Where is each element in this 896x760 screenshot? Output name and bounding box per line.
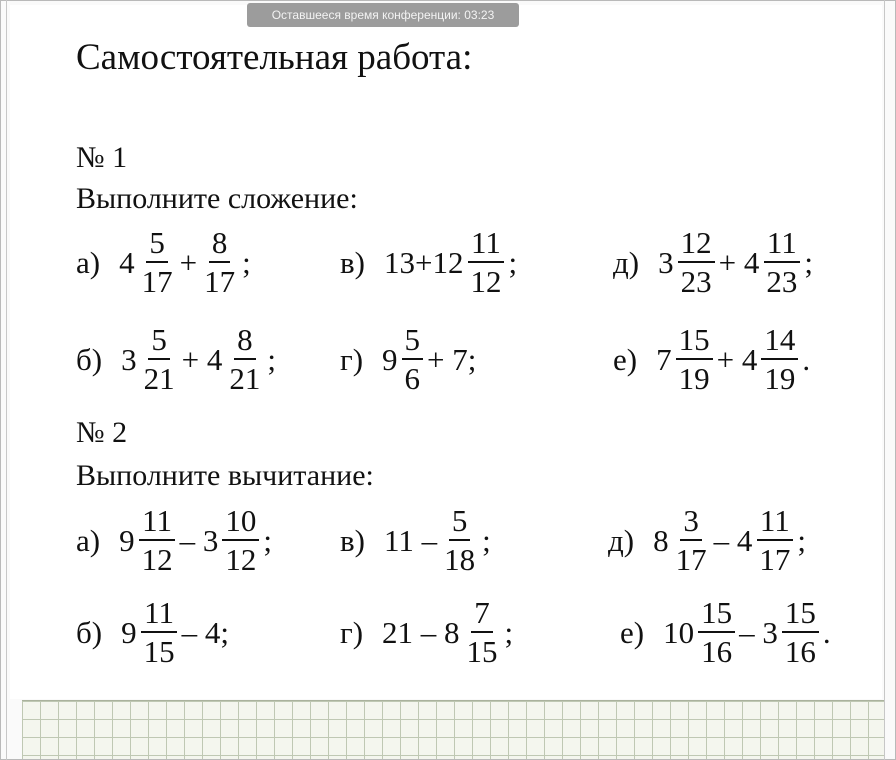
- expression-term: 10: [663, 614, 695, 650]
- expression-term: 9: [119, 522, 135, 558]
- exercise-label: е): [613, 341, 638, 377]
- fraction-numerator: 5: [148, 324, 170, 360]
- fraction-numerator: 15: [782, 597, 819, 633]
- exercise-2v: [340, 505, 492, 575]
- expression-term: – 4;: [181, 614, 229, 650]
- expression-term: .: [822, 614, 831, 650]
- fraction-numerator: 11: [468, 227, 504, 263]
- expression-term: + 4: [181, 341, 223, 377]
- expression-term: 7: [656, 341, 672, 377]
- exercise-label: б): [76, 341, 103, 377]
- fraction-denominator: 17: [204, 264, 236, 299]
- task-1-instruction: Выполните сложение:: [76, 182, 358, 215]
- fraction-denominator: 16: [784, 634, 816, 669]
- expression-term: 8: [653, 522, 669, 558]
- exercise-2d: [608, 505, 807, 575]
- fraction-denominator: 18: [444, 542, 476, 577]
- fraction-denominator: 17: [675, 542, 707, 577]
- fraction-numerator: 5: [402, 324, 424, 360]
- expression-term: 13+12: [383, 244, 464, 280]
- fraction: [763, 227, 800, 297]
- expression-term: 4: [119, 244, 135, 280]
- fraction: [698, 597, 735, 667]
- fraction: [201, 227, 238, 297]
- fraction: [141, 597, 178, 667]
- exercise-2g: [340, 597, 514, 667]
- fraction-numerator: 10: [222, 505, 259, 541]
- fraction-denominator: 12: [470, 264, 502, 299]
- fraction-denominator: 23: [680, 264, 712, 299]
- fraction-numerator: 15: [676, 324, 713, 360]
- fraction-numerator: 3: [680, 505, 702, 541]
- expression-term: ;: [508, 244, 518, 280]
- task-2-instruction: Выполните вычитание:: [76, 459, 374, 492]
- exercise-1v: [340, 227, 518, 297]
- fraction-denominator: 21: [143, 361, 175, 396]
- expression-term: ;: [242, 244, 251, 280]
- fraction-numerator: 11: [757, 505, 793, 541]
- fraction: [464, 597, 501, 667]
- expression-term: – 3: [739, 614, 778, 650]
- fraction: [782, 597, 819, 667]
- fraction: [761, 324, 798, 394]
- fraction: [676, 324, 713, 394]
- exercise-label: в): [340, 522, 365, 558]
- fraction-denominator: 21: [229, 361, 261, 396]
- exercise-label: в): [340, 244, 365, 280]
- page-title: Самостоятельная работа:: [76, 37, 473, 78]
- expression-term: 3: [658, 244, 674, 280]
- fraction: [222, 505, 259, 575]
- fraction-denominator: 12: [225, 542, 257, 577]
- expression-term: ;: [482, 522, 491, 558]
- fraction: [226, 324, 263, 394]
- viewer-left-edge: [6, 0, 7, 760]
- fraction-numerator: 8: [234, 324, 256, 360]
- grid-paper-strip: [22, 700, 884, 759]
- exercise-2e: [620, 597, 832, 667]
- fraction-numerator: 12: [678, 227, 715, 263]
- expression-term: 11 –: [383, 522, 438, 558]
- exercise-2b: [76, 597, 230, 667]
- fraction-numerator: 11: [139, 505, 175, 541]
- fraction-numerator: 11: [764, 227, 800, 263]
- exercise-1g: [340, 324, 477, 394]
- exercise-2a: [76, 505, 273, 575]
- viewer-right-edge: [884, 0, 885, 760]
- expression-term: .: [802, 341, 811, 377]
- fraction-numerator: 5: [146, 227, 168, 263]
- exercise-1e: [613, 324, 811, 394]
- exercise-label: е): [620, 614, 645, 650]
- fraction: [756, 505, 793, 575]
- fraction-denominator: 15: [466, 634, 498, 669]
- fraction-numerator: 15: [698, 597, 735, 633]
- expression-term: 9: [121, 614, 137, 650]
- fraction-denominator: 23: [766, 264, 798, 299]
- fraction: [467, 227, 504, 297]
- exercise-label: д): [608, 522, 635, 558]
- expression-term: ;: [797, 522, 806, 558]
- exercise-label: д): [613, 244, 640, 280]
- fraction: [678, 227, 715, 297]
- fraction: [141, 324, 178, 394]
- fraction-denominator: 19: [678, 361, 710, 396]
- expression-term: 21 – 8: [382, 614, 460, 650]
- fraction-denominator: 17: [141, 264, 173, 299]
- exercise-1d: [613, 227, 814, 297]
- fraction: [139, 505, 176, 575]
- expression-term: – 4: [713, 522, 753, 558]
- exercise-1b: [76, 324, 277, 394]
- fraction-numerator: 14: [761, 324, 798, 360]
- exercise-label: а): [76, 522, 101, 558]
- expression-term: – 3: [179, 522, 219, 558]
- expression-term: ;: [504, 614, 514, 650]
- fraction-denominator: 12: [141, 542, 173, 577]
- expression-term: + 4: [716, 341, 758, 377]
- expression-term: + 7;: [427, 341, 477, 377]
- expression-term: 9: [382, 341, 398, 377]
- fraction-denominator: 6: [404, 361, 421, 396]
- fraction: [139, 227, 176, 297]
- exercise-label: г): [340, 614, 364, 650]
- expression-term: ;: [267, 341, 276, 377]
- exercise-label: а): [76, 244, 101, 280]
- fraction-denominator: 17: [759, 542, 791, 577]
- fraction-numerator: 5: [449, 505, 471, 541]
- conference-time-banner: Оставшееся время конференции: 03:23: [247, 3, 519, 27]
- task-2-number: № 2: [76, 416, 128, 449]
- task-1-number: № 1: [76, 141, 128, 174]
- fraction: [441, 505, 478, 575]
- fraction-numerator: 11: [141, 597, 177, 633]
- expression-term: ;: [263, 522, 272, 558]
- expression-term: ;: [804, 244, 813, 280]
- expression-term: + 4: [718, 244, 760, 280]
- fraction-denominator: 19: [764, 361, 796, 396]
- exercise-label: б): [76, 614, 103, 650]
- fraction-numerator: 7: [471, 597, 493, 633]
- fraction: [673, 505, 710, 575]
- fraction-denominator: 16: [701, 634, 733, 669]
- fraction-numerator: 8: [209, 227, 231, 263]
- expression-term: +: [179, 244, 198, 280]
- fraction-denominator: 15: [143, 634, 175, 669]
- exercise-1a: [76, 227, 252, 297]
- fraction: [402, 324, 424, 394]
- expression-term: 3: [121, 341, 137, 377]
- exercise-label: г): [340, 341, 364, 377]
